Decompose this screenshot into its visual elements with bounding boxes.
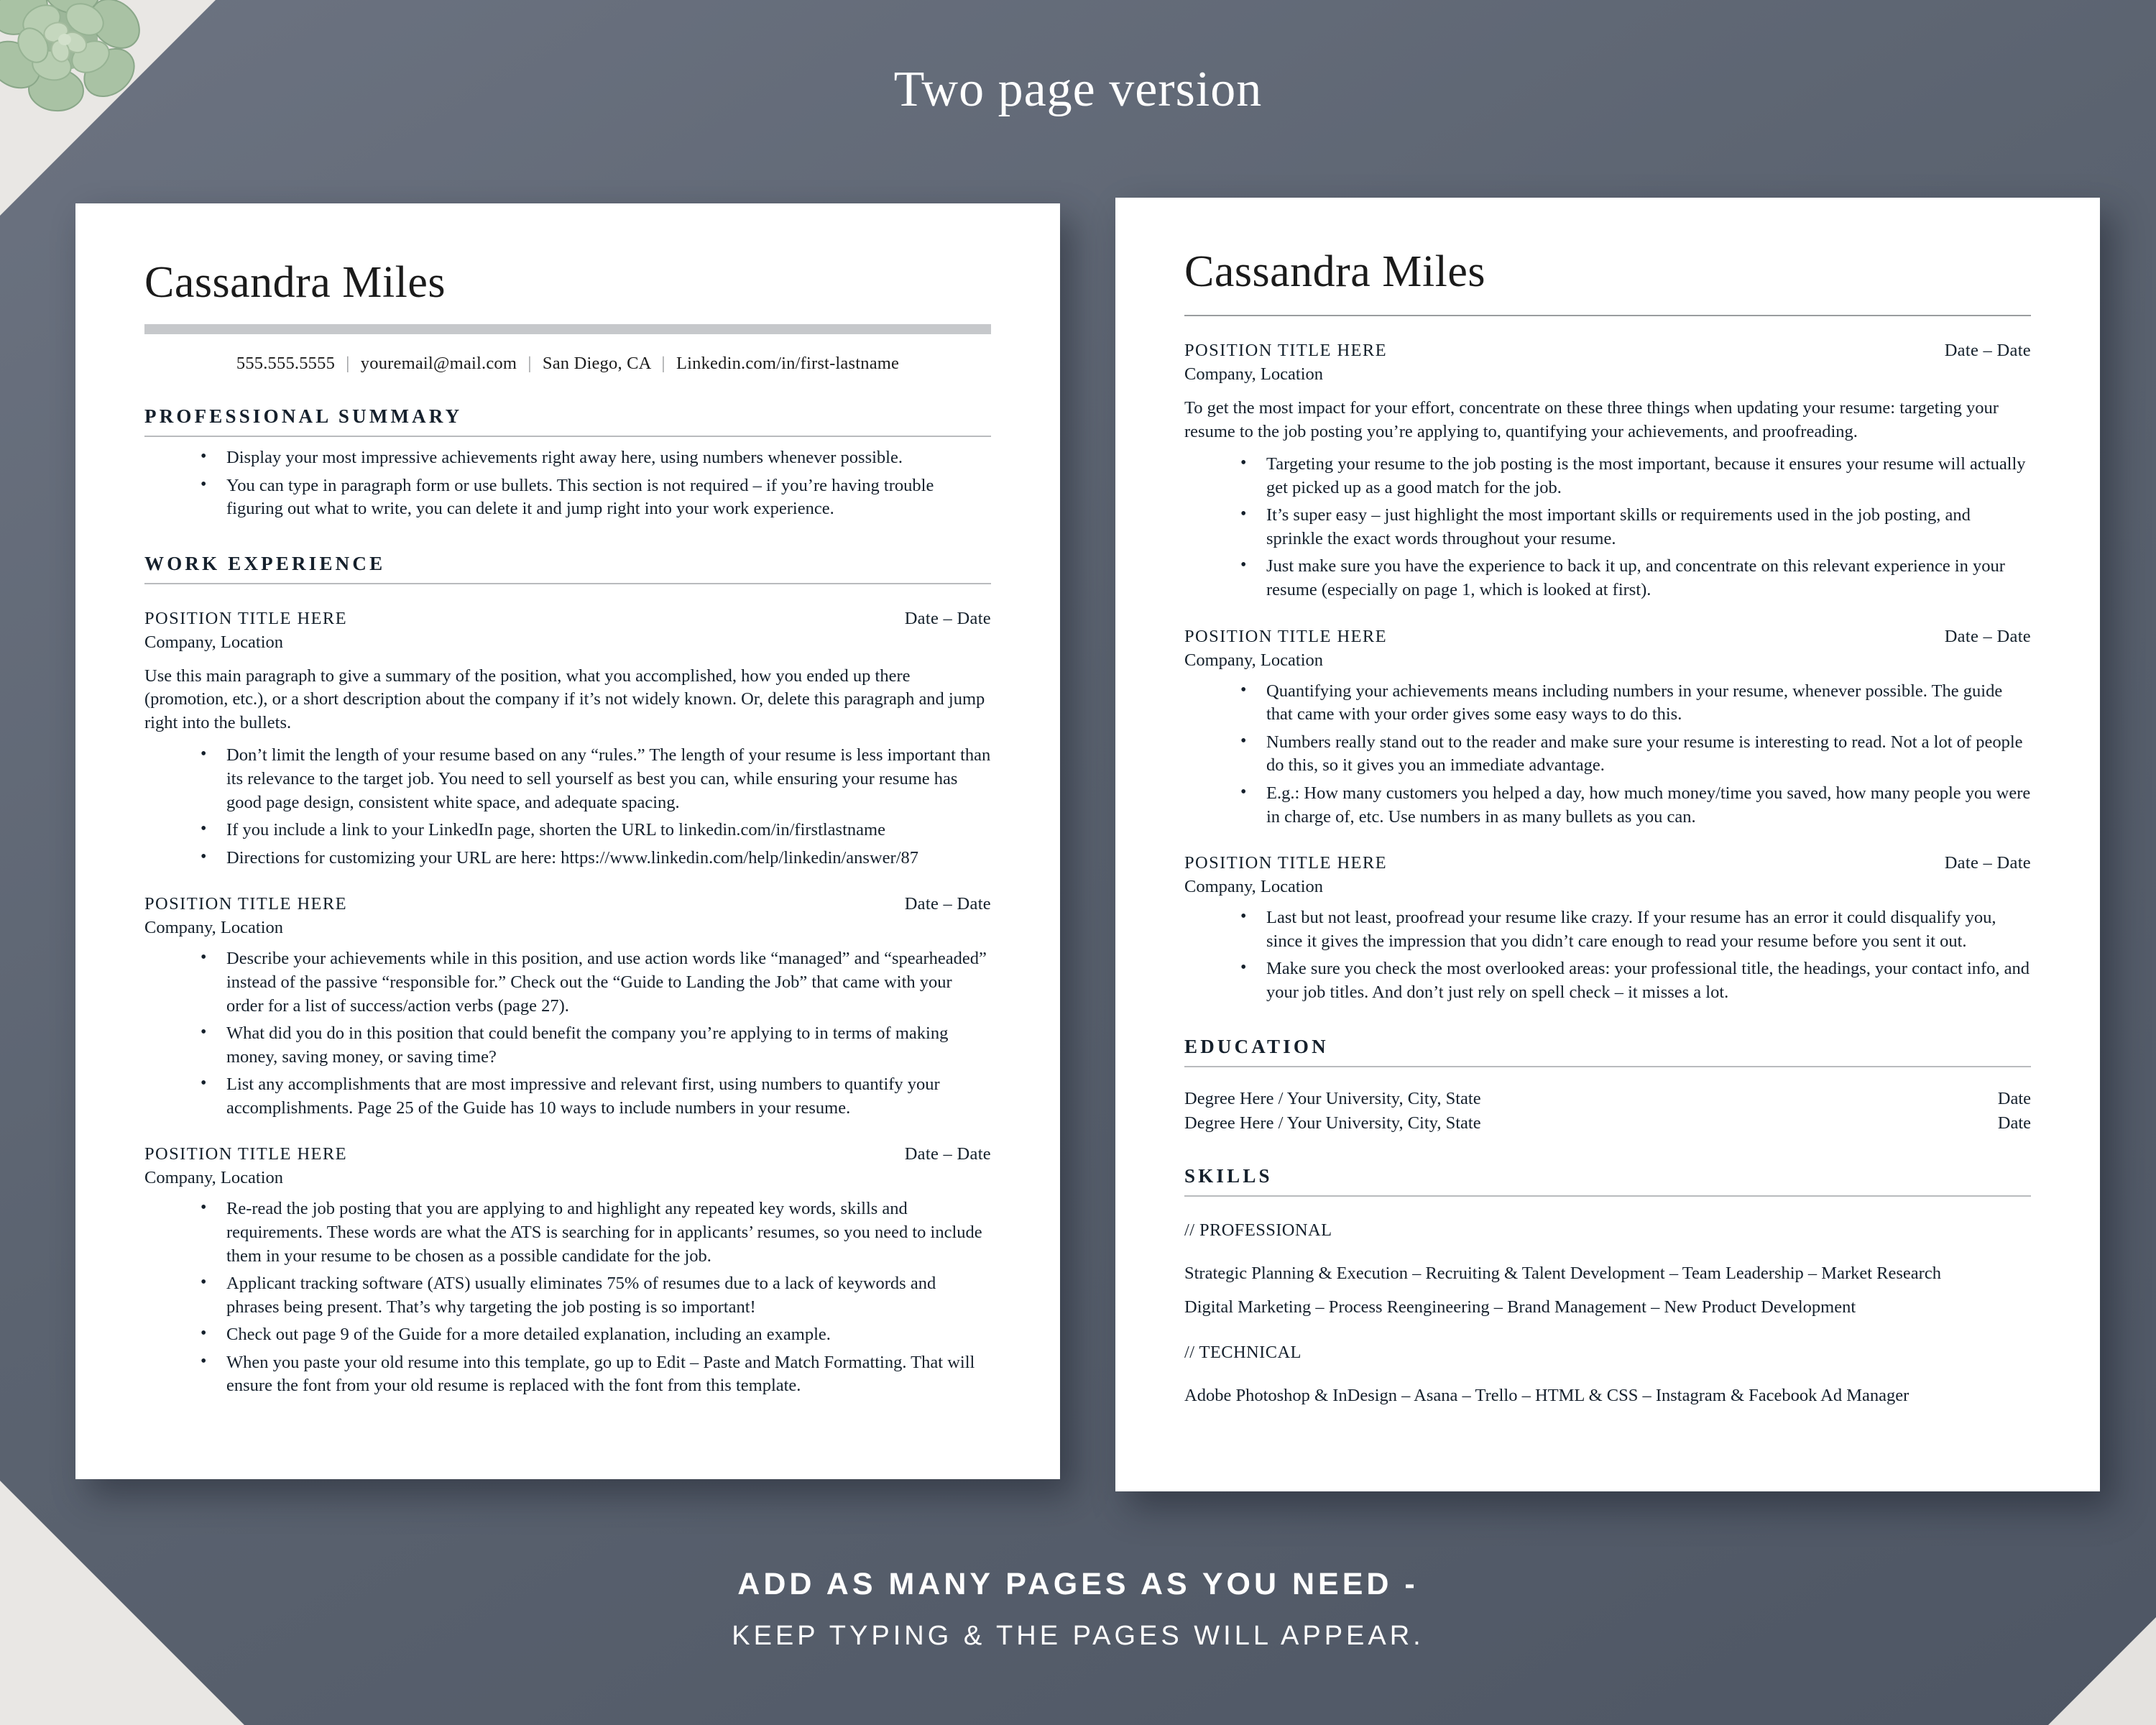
education-list [1184, 1089, 2031, 1133]
contact-line [144, 354, 991, 374]
list-item: • Just make sure you have the experience to back it up, and concentrate on this relevant experience in your resume (especially on page 1, which is looked at first). [1240, 555, 2031, 602]
job-date: Date – Date [904, 1144, 991, 1164]
contact-separator: | [528, 354, 532, 373]
contact-location: San Diego, CA [542, 354, 651, 373]
list-item: • What did you do in this position that could benefit the company you’re applying to in terms of making money, saving money, or saving time? [201, 1022, 991, 1069]
list-item: • Re-read the job posting that you are applying to and highlight any repeated key words, skills and requirements. These words are what the ATS is searching for in applicants’ resumes, so you need to include them in your resume to be chosen as a possible candidate for the job. [201, 1197, 991, 1268]
job-header [1184, 627, 2031, 647]
section-divider [144, 583, 991, 584]
list-item: • Directions for customizing your URL are here: https://www.linkedin.com/help/linkedin/answer/87 [201, 847, 991, 870]
list-item: • Don’t limit the length of your resume based on any “rules.” The length of your resume is less important than its relevance to the target job. You need to sell yourself as best you can, while ensuring your resume has good page design, consistent white space, and adequate spacing. [201, 744, 991, 814]
job-header [144, 894, 991, 914]
section-divider [144, 436, 991, 437]
job-date: Date – Date [1944, 341, 2031, 360]
job-header [144, 1144, 991, 1164]
education-degree: Degree Here / Your University, City, State [1184, 1113, 1481, 1133]
job-date: Date – Date [904, 608, 991, 628]
corner-wedge-bottom-left [0, 1481, 244, 1725]
job-title: POSITION TITLE HERE [1184, 626, 1388, 646]
job-bullet-list [144, 947, 991, 1120]
skills-professional-label: // PROFESSIONAL [1184, 1220, 1332, 1241]
resume-name: Cassandra Miles [1184, 247, 1486, 296]
section-title-skills: SKILLS [1184, 1165, 1273, 1187]
list-item: • Applicant tracking software (ATS) usually eliminates 75% of resumes due to a lack of keywords and phrases being present. That’s why targeting the job posting is so important! [201, 1272, 991, 1319]
section-divider [1184, 1066, 2031, 1067]
job-bullet-list [1184, 906, 2031, 1004]
resume-name: Cassandra Miles [144, 258, 446, 307]
job-bullet-list [144, 1197, 991, 1398]
list-item: • Display your most impressive achievements right away here, using numbers whenever possible. [201, 446, 991, 470]
resume-page-2 [1115, 198, 2100, 1491]
job-company: Company, Location [144, 918, 284, 938]
list-item: • Last but not least, proofread your resume like crazy. If your resume has an error it could disqualify you, since it gives the impression that you didn’t care enough to read your resume before you sent it out. [1240, 906, 2031, 953]
section-title-work-experience: WORK EXPERIENCE [144, 552, 386, 574]
contact-separator: | [346, 354, 350, 373]
job-title: POSITION TITLE HERE [1184, 853, 1388, 873]
summary-bullet-list [144, 446, 991, 521]
job-title: POSITION TITLE HERE [144, 894, 348, 914]
name-divider [1184, 315, 2031, 316]
job-company: Company, Location [1184, 650, 1324, 670]
job-bullet-list [1184, 680, 2031, 829]
footer-subline: KEEP TYPING & THE PAGES WILL APPEAR. [732, 1621, 1424, 1651]
job-title: POSITION TITLE HERE [144, 608, 348, 628]
job-header [144, 609, 991, 629]
name-divider [144, 324, 991, 334]
section-title-education: EDUCATION [1184, 1036, 1329, 1058]
skills-professional-line: Digital Marketing – Process Reengineering – Brand Management – New Product Development [1184, 1297, 1856, 1317]
skills-technical-label: // TECHNICAL [1184, 1343, 1302, 1363]
list-item: • Quantifying your achievements means including numbers in your resume, whenever possible. The guide that came with your order gives some easy ways to do this. [1240, 680, 2031, 727]
contact-email: youremail@mail.com [360, 354, 517, 373]
job-date: Date – Date [1944, 853, 2031, 873]
education-degree: Degree Here / Your University, City, State [1184, 1089, 1481, 1109]
job-header [1184, 341, 2031, 361]
job-paragraph: Use this main paragraph to give a summary of the position, what you accomplished, how you ended up there (promotion, etc.), or a short description about the company if it’s not widely known. Or, delete this paragraph and jump right into the bullets. [144, 666, 985, 732]
job-company: Company, Location [144, 1168, 284, 1188]
education-entry [1184, 1089, 2031, 1109]
resume-page-1 [75, 203, 1060, 1479]
list-item: • If you include a link to your LinkedIn page, shorten the URL to linkedin.com/in/firstlastname [201, 819, 991, 842]
job-bullet-list [1184, 453, 2031, 602]
list-item: • It’s super easy – just highlight the most important skills or requirements used in the job posting, and sprinkle the exact words throughout your resume. [1240, 504, 2031, 551]
footer-headline: ADD AS MANY PAGES AS YOU NEED - [737, 1567, 1419, 1601]
list-item: • Numbers really stand out to the reader and make sure your resume is interesting to read. Not a lot of people do this, so it gives you an immediate advantage. [1240, 731, 2031, 778]
job-paragraph: To get the most impact for your effort, concentrate on these three things when updating your resume: targeting your resume to the job posting you’re applying to, quantifying your achievements, and proofreading. [1184, 398, 1999, 441]
page-title: Two page version [893, 62, 1263, 117]
list-item: • Make sure you check the most overlooked areas: your professional title, the headings, your contact info, and your job titles. And don’t just rely on spell check – it misses a lot. [1240, 957, 2031, 1004]
skills-technical-line: Adobe Photoshop & InDesign – Asana – Trello – HTML & CSS – Instagram & Facebook Ad Manager [1184, 1386, 1909, 1406]
list-item: • Describe your achievements while in this position, and use action words like “managed” and “spearheaded” instead of the passive “responsible for.” Check out the “Guide to Landing the Job” that came with your order for a list of success/action verbs (page 27). [201, 947, 991, 1018]
contact-phone: 555.555.5555 [236, 354, 336, 373]
list-item: • When you paste your old resume into this template, go up to Edit – Paste and Match Formatting. That will ensure the font from your old resume is replaced with the font from this template. [201, 1351, 991, 1398]
list-item: • List any accomplishments that are most impressive and relevant first, using numbers to quantify your accomplishments. Page 25 of the Guide has 10 ways to include numbers in your resume. [201, 1073, 991, 1120]
job-company: Company, Location [144, 632, 284, 652]
list-item: • You can type in paragraph form or use bullets. This section is not required – if you’re having trouble figuring out what to write, you can delete it and jump right into your work experience. [201, 474, 991, 521]
contact-linkedin: Linkedin.com/in/first-lastname [676, 354, 900, 373]
section-title-professional-summary: PROFESSIONAL SUMMARY [144, 405, 463, 427]
section-divider [1184, 1195, 2031, 1197]
job-header [1184, 853, 2031, 873]
education-entry [1184, 1113, 2031, 1133]
job-bullet-list [144, 744, 991, 870]
job-title: POSITION TITLE HERE [144, 1144, 348, 1164]
job-company: Company, Location [1184, 877, 1324, 897]
contact-separator: | [661, 354, 665, 373]
list-item: • E.g.: How many customers you helped a day, how much money/time you saved, how many people you were in charge of, etc. Use numbers in as many bullets as you can. [1240, 782, 2031, 829]
education-date: Date [1997, 1089, 2031, 1109]
job-company: Company, Location [1184, 364, 1324, 384]
list-item: • Check out page 9 of the Guide for a more detailed explanation, including an example. [201, 1323, 991, 1347]
job-date: Date – Date [1944, 626, 2031, 646]
education-date: Date [1997, 1113, 2031, 1133]
job-title: POSITION TITLE HERE [1184, 341, 1388, 360]
job-date: Date – Date [904, 894, 991, 914]
skills-professional-line: Strategic Planning & Execution – Recruiting & Talent Development – Team Leadership – Market Research [1184, 1264, 1941, 1284]
list-item: • Targeting your resume to the job posting is the most important, because it ensures your resume will actually get picked up as a good match for the job. [1240, 453, 2031, 500]
